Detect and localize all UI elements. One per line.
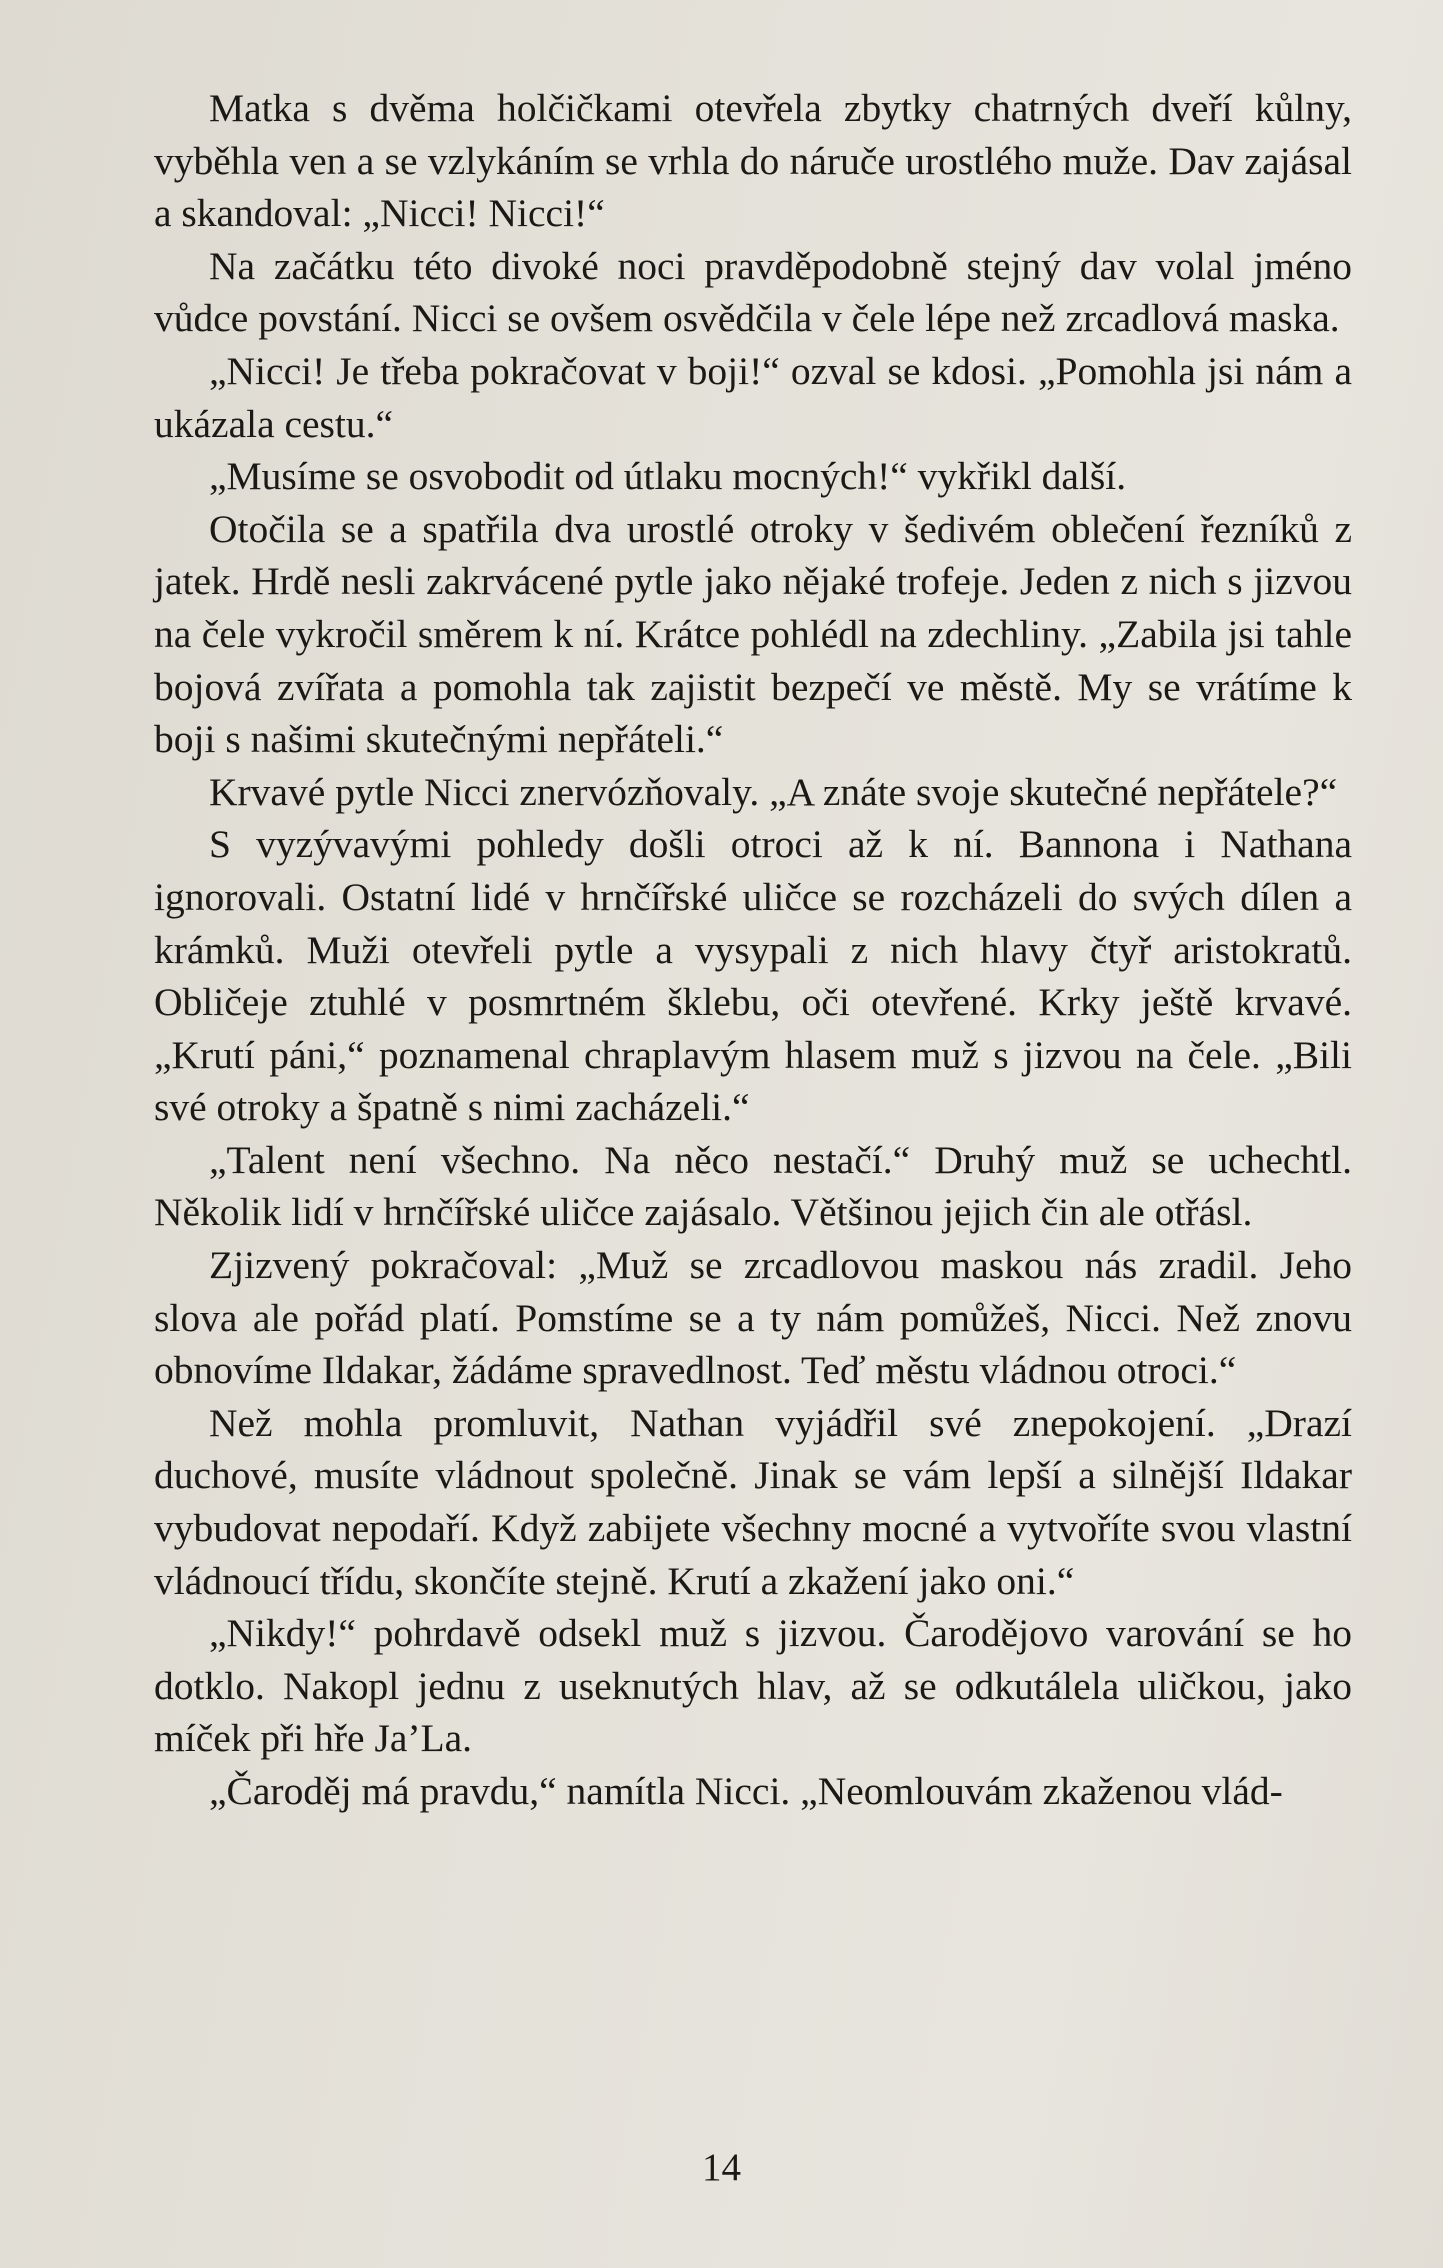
paragraph: „Nikdy!“ pohrdavě odsekl muž s jizvou. Čarodějovo varování se ho dotklo. Nakopl jednu z useknutých hlav, až se odkutálela uličkou, jako míček při hře Ja’La. bbox=[154, 1611, 1352, 1761]
paragraph: Matka s dvěma holčičkami otevřela zbytky chatrných dveří kůlny, vyběhla ven a se vzlykáním se vrhla do náruče urostlého muže. Dav zajásal a skandoval: „Nicci! Nicci!“ bbox=[154, 86, 1352, 236]
paragraph: Otočila se a spatřila dva urostlé otroky v šedivém oblečení řezníků z jatek. Hrdě nesli zakrvácené pytle jako nějaké trofeje. Jeden z nich s jizvou na čele vykročil směrem k ní. Krátce pohlédl na zdechliny. „Zabila jsi tahle bojová zvířata a pomohla tak zajistit bezpečí ve městě. My se vrátíme k boji s našimi skutečnými nepřáteli.“ bbox=[154, 506, 1352, 762]
paragraph: „Musíme se osvobodit od útlaku mocných!“ vykřikl další. bbox=[209, 454, 1127, 499]
paragraph: S vyzývavými pohledy došli otroci až k ní. Bannona i Nathana ignorovali. Ostatní lidé v hrnčířské uličce se rozcházeli do svých dílen a krámků. Muži otevřeli pytle a vysypali z nich hlavy čtyř aristokratů. Obličeje ztuhlé v posmrtném šklebu, oči otevřené. Krky ještě krvavé. „Krutí páni,“ poznamenal chraplavým hlasem muž s jizvou na čele. „Bili své otroky a špatně s nimi zacházeli.“ bbox=[154, 822, 1352, 1130]
body-text bbox=[154, 82, 1352, 1818]
paragraph: „Nicci! Je třeba pokračovat v boji!“ ozval se kdosi. „Pomohla jsi nám a ukázala cestu.“ bbox=[154, 348, 1352, 446]
paragraph: Než mohla promluvit, Nathan vyjádřil své znepokojení. „Drazí duchové, musíte vládnout společně. Jinak se vám lepší a silnější Ildakar vybudovat nepodaří. Když zabijete všechny mocné a vytvoříte svou vlastní vládnoucí třídu, skončíte stejně. Krutí a zkažení jako oni.“ bbox=[154, 1400, 1352, 1603]
paragraph: Krvavé pytle Nicci znervózňovaly. „A znáte svoje skutečné nepřátele?“ bbox=[209, 769, 1338, 814]
paragraph: Na začátku této divoké noci pravděpodobně stejný dav volal jméno vůdce povstání. Nicci se ovšem osvědčila v čele lépe než zrcadlová maska. bbox=[154, 243, 1352, 341]
paragraph: Zjizvený pokračoval: „Muž se zrcadlovou maskou nás zradil. Jeho slova ale pořád platí. Pomstíme se a ty nám pomůžeš, Nicci. Než znovu obnovíme Ildakar, žádáme spravedlnost. Teď městu vládnou otroci.“ bbox=[154, 1243, 1352, 1393]
paragraph-last: „Čaroděj má pravdu,“ namítla Nicci. „Neomlouvám zkaženou vlád- bbox=[209, 1769, 1283, 1813]
paragraph: „Talent není všechno. Na něco nestačí.“ Druhý muž se uchechtl. Několik lidí v hrnčířské uličce zajásalo. Většinou jejich čin ale otřásl. bbox=[154, 1137, 1352, 1235]
page-number: 14 bbox=[702, 2146, 741, 2189]
